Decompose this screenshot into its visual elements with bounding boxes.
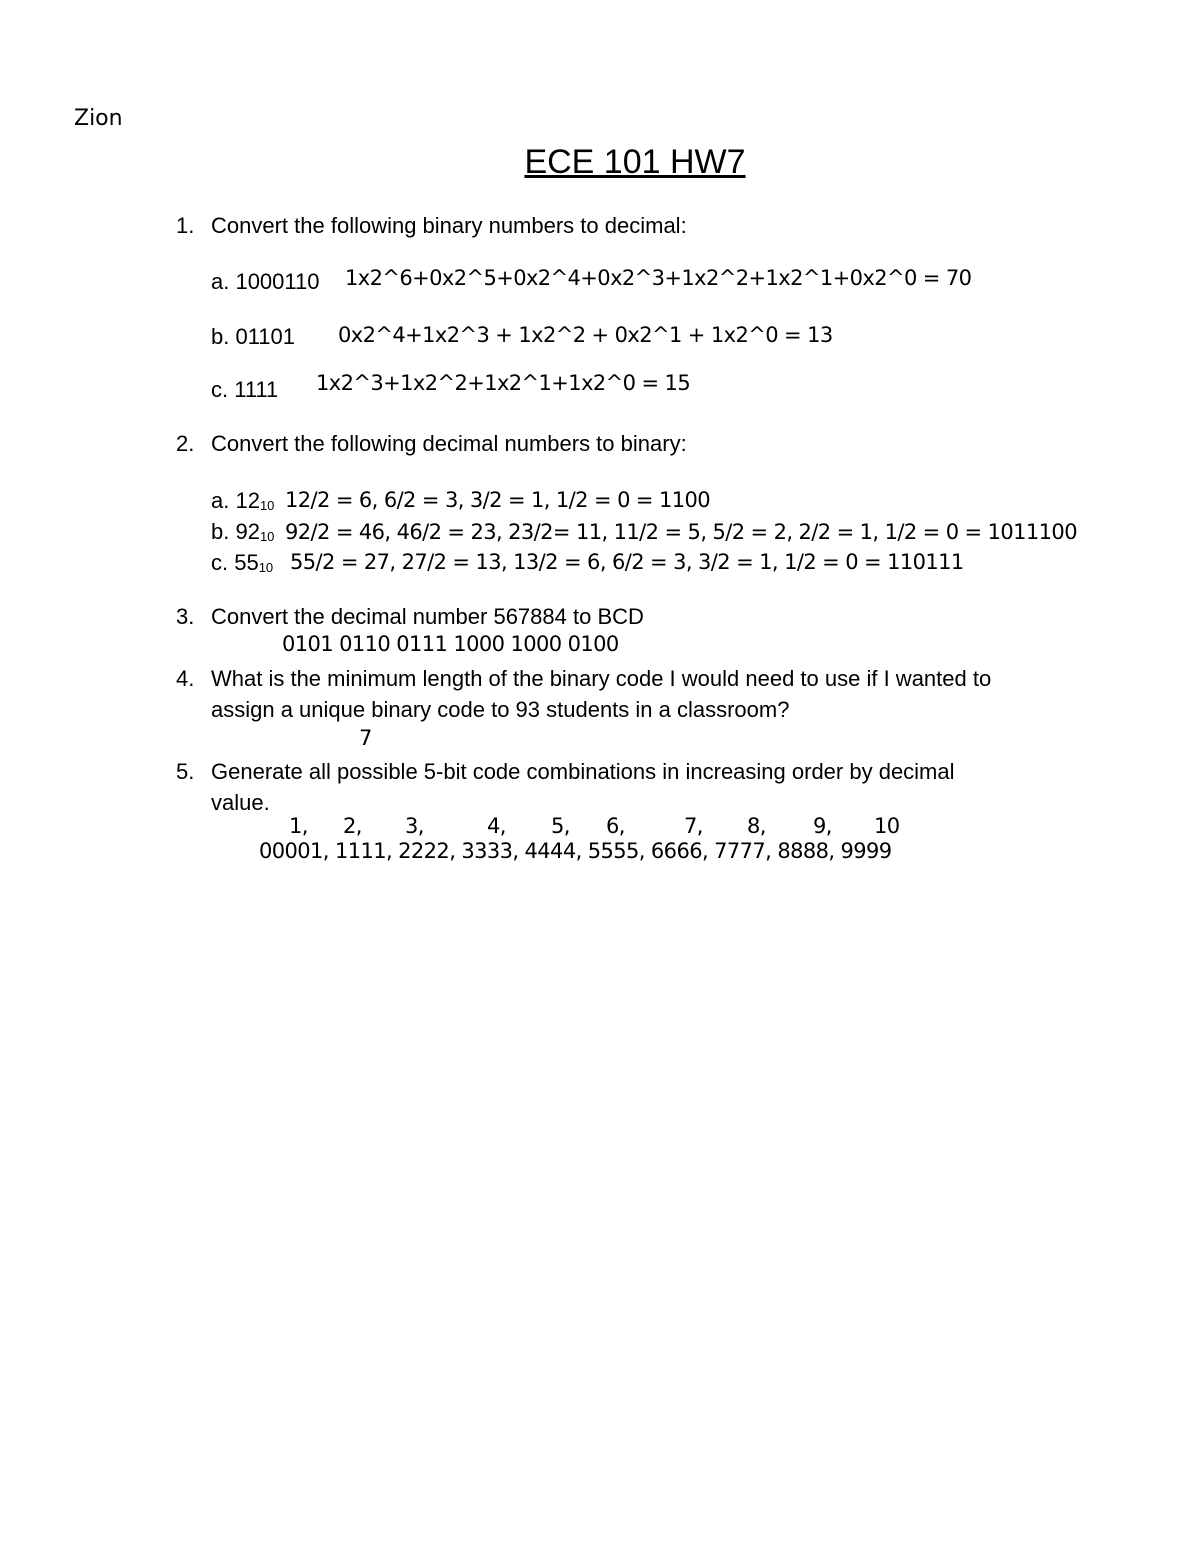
q3-answer: 0101 0110 0111 1000 1000 0100 xyxy=(282,632,619,656)
q2-c-label xyxy=(211,550,273,576)
page-title: ECE 101 HW7 xyxy=(524,143,746,181)
q5-top-item: 1, xyxy=(289,814,308,838)
q2-c-prefix: c. 55 xyxy=(211,550,259,575)
q5-top-item: 8, xyxy=(747,814,766,838)
q2-a-prefix: a. 12 xyxy=(211,488,260,513)
student-name: Zion xyxy=(74,106,123,131)
q2-b-answer: 92/2 = 46, 46/2 = 23, 23/2= 11, 11/2 = 5, 5/2 = 2, 2/2 = 1, 1/2 = 0 = 1011100 xyxy=(285,520,1077,544)
q2-b-label xyxy=(211,519,274,545)
q5-top-item: 10 xyxy=(874,814,900,838)
q2-b-prefix: b. 92 xyxy=(211,519,260,544)
q1-number: 1. xyxy=(176,213,195,238)
q4-text-line1: What is the minimum length of the binary code I would need to use if I wanted to xyxy=(211,666,992,691)
q5-top-item: 7, xyxy=(684,814,703,838)
q1-a-label: a. 1000110 xyxy=(211,269,320,294)
q5-top-item: 2, xyxy=(343,814,362,838)
q5-top-item: 6, xyxy=(606,814,625,838)
q4-answer: 7 xyxy=(359,726,372,750)
base-subscript: 10 xyxy=(259,498,275,513)
q2-number: 2. xyxy=(176,431,195,456)
q4-text-line2: assign a unique binary code to 93 students in a classroom? xyxy=(211,697,790,722)
q2-a-label xyxy=(211,488,274,514)
q5-top-item: 9, xyxy=(813,814,832,838)
q3-text: Convert the decimal number 567884 to BCD xyxy=(211,604,644,629)
q5-bottom-row: 00001, 1111, 2222, 3333, 4444, 5555, 6666, 7777, 8888, 9999 xyxy=(259,839,892,863)
q1-c-label: c. 1111 xyxy=(211,377,279,402)
q5-top-item: 5, xyxy=(551,814,570,838)
q1-text: Convert the following binary numbers to decimal: xyxy=(211,213,687,238)
q1-c-answer: 1x2^3+1x2^2+1x2^1+1x2^0 = 15 xyxy=(316,371,691,395)
q5-text-line1: Generate all possible 5-bit code combinations in increasing order by decimal xyxy=(211,759,955,784)
q2-text: Convert the following decimal numbers to binary: xyxy=(211,431,687,456)
base-subscript: 10 xyxy=(258,560,274,575)
base-subscript: 10 xyxy=(259,529,275,544)
q1-a-answer: 1x2^6+0x2^5+0x2^4+0x2^3+1x2^2+1x2^1+0x2^0 = 70 xyxy=(345,266,972,290)
q2-a-answer: 12/2 = 6, 6/2 = 3, 3/2 = 1, 1/2 = 0 = 1100 xyxy=(285,488,711,512)
q1-b-label: b. 01101 xyxy=(211,324,296,349)
q2-c-answer: 55/2 = 27, 27/2 = 13, 13/2 = 6, 6/2 = 3, 3/2 = 1, 1/2 = 0 = 110111 xyxy=(290,550,964,574)
q4-number: 4. xyxy=(176,666,195,691)
q5-number: 5. xyxy=(176,759,195,784)
q3-number: 3. xyxy=(176,604,195,629)
q5-top-item: 3, xyxy=(405,814,424,838)
q5-text-line2: value. xyxy=(211,790,270,815)
q5-top-item: 4, xyxy=(487,814,506,838)
q1-b-answer: 0x2^4+1x2^3 + 1x2^2 + 0x2^1 + 1x2^0 = 13 xyxy=(338,323,833,347)
